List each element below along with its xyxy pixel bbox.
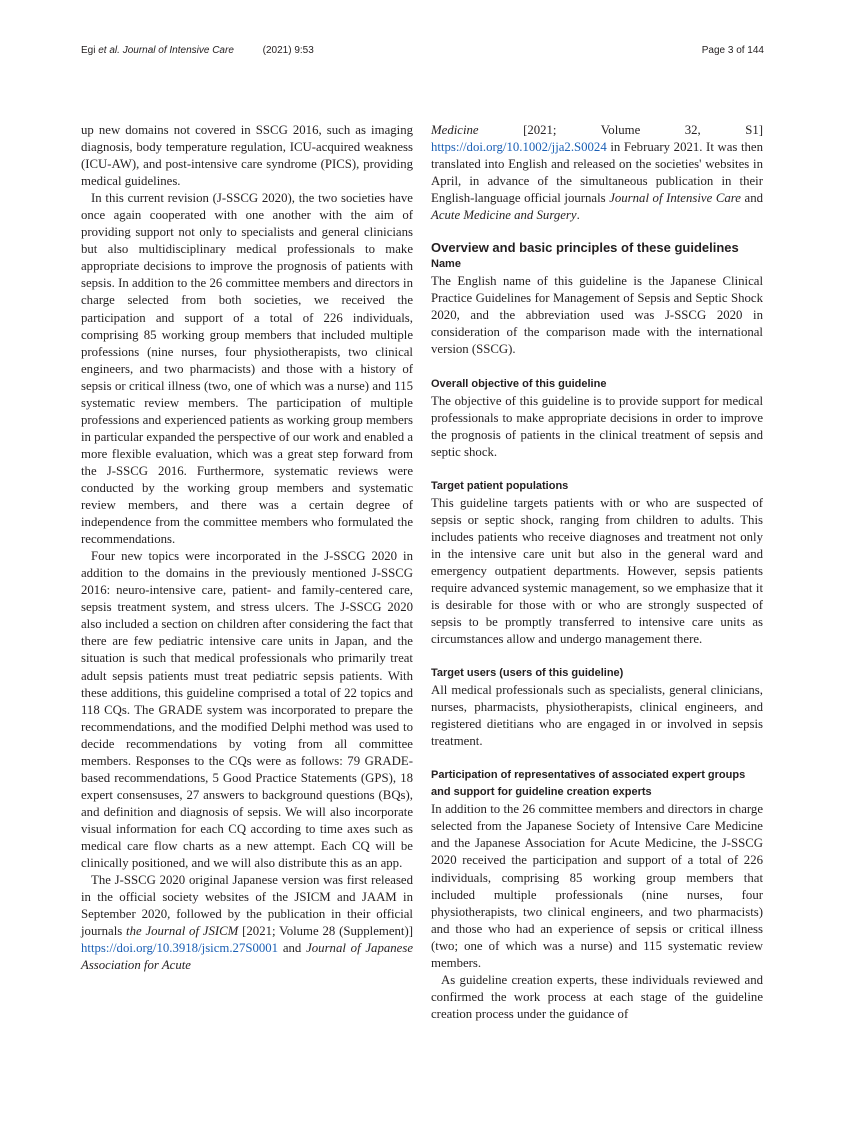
journal-name: Journal of Japanese Association for Acute [81, 941, 413, 973]
paragraph: The English name of this guideline is the Japanese Clinical Practice Guidelines for Management of Sepsis and Septic Shock 2020, and the abbreviation used was J-SSCG 2020 in consideration of the comparison made with the international version (SSCG). [431, 274, 763, 357]
subsection-heading-name: Name [431, 258, 461, 271]
text-run: in February 2021. It was then translated into English and released on the societies' websites in April, in advance of the simultaneous publication in their English-language official journals [431, 140, 763, 206]
text-run: [2021; Volume 28 (Supplement)] [238, 924, 413, 939]
paragraph: All medical professionals such as specialists, general clinicians, nurses, pharmacists, physiotherapists, clinical engineers, and registered dietitians who are engaged in or involved in sepsis treatment. [431, 683, 763, 749]
right-column [431, 122, 763, 1023]
subsection-heading-objective: Overall objective of this guideline [431, 377, 607, 390]
paragraph: Four new topics were incorporated in the J-SSCG 2020 in addition to the domains in the previously mentioned J-SSCG 2016: neuro-intensive care, patient- and family-centered care, sepsis treatment system, and stress ulcers. The J-SSCG 2020 also included a section on children after considering the fact that there are few pediatric intensive care units in Japan, and the situation is such that medical professionals who primarily treat adult sepsis patients must treat pediatric sepsis patients. With these additions, this guideline comprised a total of 22 topics and 118 CQs. The GRADE system was incorporated to prepare the recommendations, and the modified Delphi method was used to decide recommendations by voting from all committee members. Responses to the CQs were as follows: 79 GRADE-based recommendations, 5 Good Practice Statements (GPS), 18 expert consensuses, 27 answers to background questions (BQs), and definition and diagnosis of sepsis. We will also incorporate visual information for each CQ according to time axes such as medical care flow charts as a new attempt. Each CQ will be clinically positioned, and we will also distribute this as an app. [81, 549, 413, 871]
header-etal: et al. [98, 45, 120, 56]
text-run: The J-SSCG 2020 original Japanese version was first released in the official society websites of the JSICM and JAAM in September 2020, followed by the publication in their official journals [81, 873, 413, 939]
subsection-heading-participation: Participation of representatives of associated expert groups and support for guideline creation experts [431, 769, 746, 799]
text-run: . [576, 208, 580, 223]
doi-link[interactable]: https://doi.org/10.3918/jsicm.27S0001 [81, 941, 279, 956]
paragraph: As guideline creation experts, these individuals reviewed and confirmed the work process at each stage of the guideline creation process under the guidance of [431, 972, 763, 1021]
header-page-number: Page 3 of 144 [701, 45, 764, 56]
journal-name: the Journal of JSICM [126, 924, 239, 939]
paragraph: up new domains not covered in SSCG 2016, such as imaging diagnosis, body temperature regulation, ICU-acquired weakness (ICU-AW), and post-intensive care syndrome (PICS), providing medical guidelines. [81, 123, 413, 189]
paragraph [431, 122, 763, 224]
subsection-heading-populations: Target patient populations [431, 479, 569, 492]
paragraph: In this current revision (J-SSCG 2020), the two societies have once again cooperated with one another with the aim of providing support not only to specialists and general clinicians but also multidisciplinary medical professionals to make appropriate decisions to improve the prognosis of patients with sepsis. In addition to the 26 committee members and directors in charge selected from both societies, we received the participation and support of a total of 226 individuals, comprising 85 working group members that included multiple professions (nine nurses, four physiotherapists, two clinical engineers, and two pharmacists) and those with a history of sepsis or critical illness (two, one of which was a nurse) and 115 systematic review members. The participation of multiple professions and experienced patients as working group members in particular expanded the perspective of our work and enabled a more flexible evaluation, which was a great step forward from the J-SSCG 2016. Furthermore, systematic reviews were conducted by the working group members and systematic review members, and there was a certain degree of independence from the committee members who formulated the recommendations. [81, 191, 413, 547]
text-run: and [278, 941, 307, 956]
journal-name: Medicine [431, 123, 479, 137]
section-heading: Overview and basic principles of these guidelines [431, 240, 739, 256]
text-run: [2021; Volume 32, S1] [478, 123, 763, 137]
header-year-volume: (2021) 9:53 [262, 45, 314, 56]
paragraph [81, 872, 413, 974]
doi-link[interactable]: https://doi.org/10.1002/jja2.S0024 [431, 140, 607, 155]
journal-name: Acute Medicine and Surgery [431, 208, 577, 223]
left-column [81, 122, 413, 974]
subsection-heading-users: Target users (users of this guideline) [431, 667, 624, 680]
header-citation [81, 45, 314, 56]
header-journal: Journal of Intensive Care [122, 45, 234, 56]
journal-name: Journal of Intensive Care [609, 191, 741, 206]
paragraph: The objective of this guideline is to provide support for medical professionals to make appropriate decisions in order to improve the prognosis of patients in the clinical treatment of sepsis and septic shock. [431, 393, 763, 459]
paragraph: This guideline targets patients with or who are suspected of sepsis or septic shock, ranging from children to adults. This includes patients who receive diagnoses and treatment not only in the intensive care unit but also in the general ward and emergency outpatient departments. However, sepsis patients require advanced systemic management, so we emphasize that it is desirable for those with or who are strongly suspected of sepsis to be promptly transferred to intensive care units as circumstances allow and undergo management there. [431, 495, 763, 647]
text-run: and [740, 191, 763, 206]
header-author: Egi [81, 45, 96, 56]
paragraph: In addition to the 26 committee members and directors in charge selected from the Japanese Society of Intensive Care Medicine and the Japanese Association for Acute Medicine, the J-SSCG 2020 received the participation and support of a total of 226 individuals, comprising 85 working group members that included multiple professionals (nine nurses, four physiotherapists, two clinical engineers, and two pharmacists) and those who had an experience of sepsis or critical illness (two; one of which was a nurse) and 115 systematic review members. [431, 802, 763, 970]
